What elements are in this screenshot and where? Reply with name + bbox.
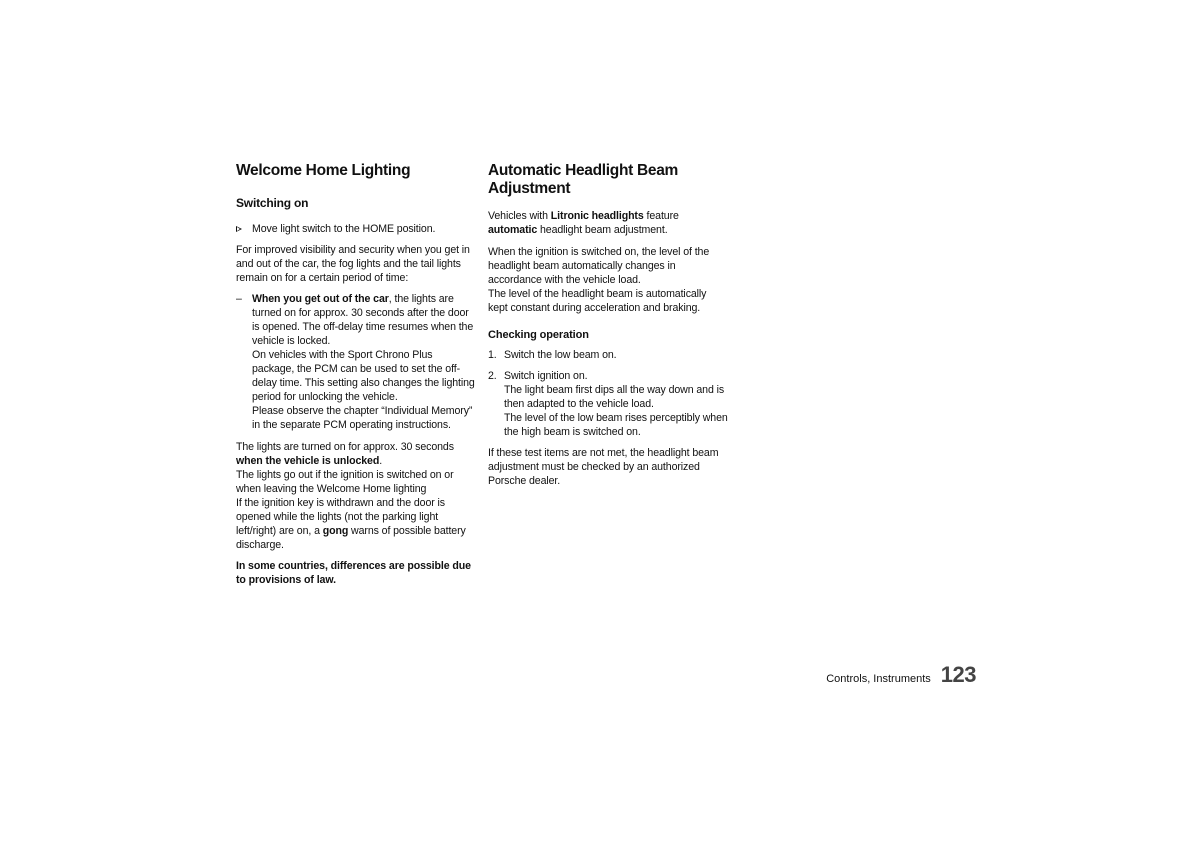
step-1-number: 1. xyxy=(488,349,497,361)
step-2-number: 2. xyxy=(488,370,497,382)
step-1-body xyxy=(504,348,728,362)
litronic-paragraph xyxy=(488,209,728,237)
intro-paragraph: For improved visibility and security when you get in and out of the car, the fog lights and the tail lights remain on for a certain period of time: xyxy=(236,244,470,284)
step-2-line3: The level of the low beam rises perceptibly when the high beam is switched on. xyxy=(504,412,728,438)
dash-item-bold: When you get out of the car xyxy=(252,293,389,305)
page-number: 123 xyxy=(940,662,976,687)
unlock-paragraph xyxy=(236,440,476,552)
dash-list-item xyxy=(236,292,476,432)
action-step xyxy=(236,222,476,236)
ignition-paragraph: When the ignition is switched on, the level of the headlight beam automatically changes in accordance with the vehicle load. xyxy=(488,246,710,286)
footer-section-label: Controls, Instruments xyxy=(826,673,931,685)
left-column xyxy=(236,160,476,587)
section-title-welcome-home: Welcome Home Lighting xyxy=(236,162,411,179)
right-column xyxy=(488,160,728,488)
gong-text2: warns of possible battery discharge. xyxy=(236,525,466,551)
step-1 xyxy=(488,348,728,362)
subheading-switching-on: Switching on xyxy=(236,196,309,210)
step-2-line1: Switch ignition on. xyxy=(504,370,588,382)
litronic-text1: Vehicles with xyxy=(488,210,548,222)
dash-item-rest1: , the lights are turned on for approx. 30 seconds after the door is opened. The off-delay time resumes when the vehicle is locked. xyxy=(252,293,474,347)
subheading-checking-operation: Checking operation xyxy=(488,329,589,341)
unlock-text1: The lights are turned on for approx. 30 seconds xyxy=(236,441,454,453)
gong-line xyxy=(236,496,476,552)
gong-bold: gong xyxy=(322,525,349,537)
step-2-line2: The light beam first dips all the way down and is then adapted to the vehicle load. xyxy=(504,384,725,410)
step-2-body xyxy=(504,369,728,439)
action-marker xyxy=(236,222,252,236)
unlock-bold: when the vehicle is unlocked xyxy=(236,455,380,467)
automatic-bold: automatic xyxy=(488,224,538,236)
page-footer xyxy=(826,662,976,688)
dash-marker: – xyxy=(236,293,242,305)
action-text: Move light switch to the HOME position. xyxy=(252,223,436,235)
unlock-line xyxy=(236,440,476,468)
dash-item-body xyxy=(252,292,476,432)
country-note xyxy=(236,559,476,587)
litronic-text3: headlight beam adjustment. xyxy=(539,224,668,236)
step-2 xyxy=(488,369,728,439)
country-note-bold: In some countries, differences are possible due to provisions of law. xyxy=(236,560,471,586)
litronic-bold: Litronic headlights xyxy=(550,210,644,222)
triangle-icon xyxy=(236,226,242,232)
constant-paragraph: The level of the headlight beam is automatically kept constant during acceleration and braking. xyxy=(488,288,707,314)
closing-paragraph: If these test items are not met, the headlight beam adjustment must be checked by an authorized Porsche dealer. xyxy=(488,447,719,487)
litronic-text2: feature xyxy=(646,210,679,222)
gong-text1: If the ignition key is withdrawn and the door is opened while the lights (not the parking light left/right) are on, a xyxy=(236,497,445,537)
dash-item-rest3: Please observe the chapter “Individual Memory” in the separate PCM operating instructions. xyxy=(252,405,473,431)
step-1-line1: Switch the low beam on. xyxy=(504,349,617,361)
ignition-line: The lights go out if the ignition is switched on or when leaving the Welcome Home lighting xyxy=(236,469,454,495)
dash-item-line1 xyxy=(252,292,476,348)
dash-item-rest2: On vehicles with the Sport Chrono Plus package, the PCM can be used to set the off-delay time. This setting also changes the lighting period for unlocking the vehicle. xyxy=(252,349,475,403)
section-title-beam-adjustment: Automatic Headlight Beam Adjustment xyxy=(488,162,679,197)
unlock-period: . xyxy=(379,455,383,467)
